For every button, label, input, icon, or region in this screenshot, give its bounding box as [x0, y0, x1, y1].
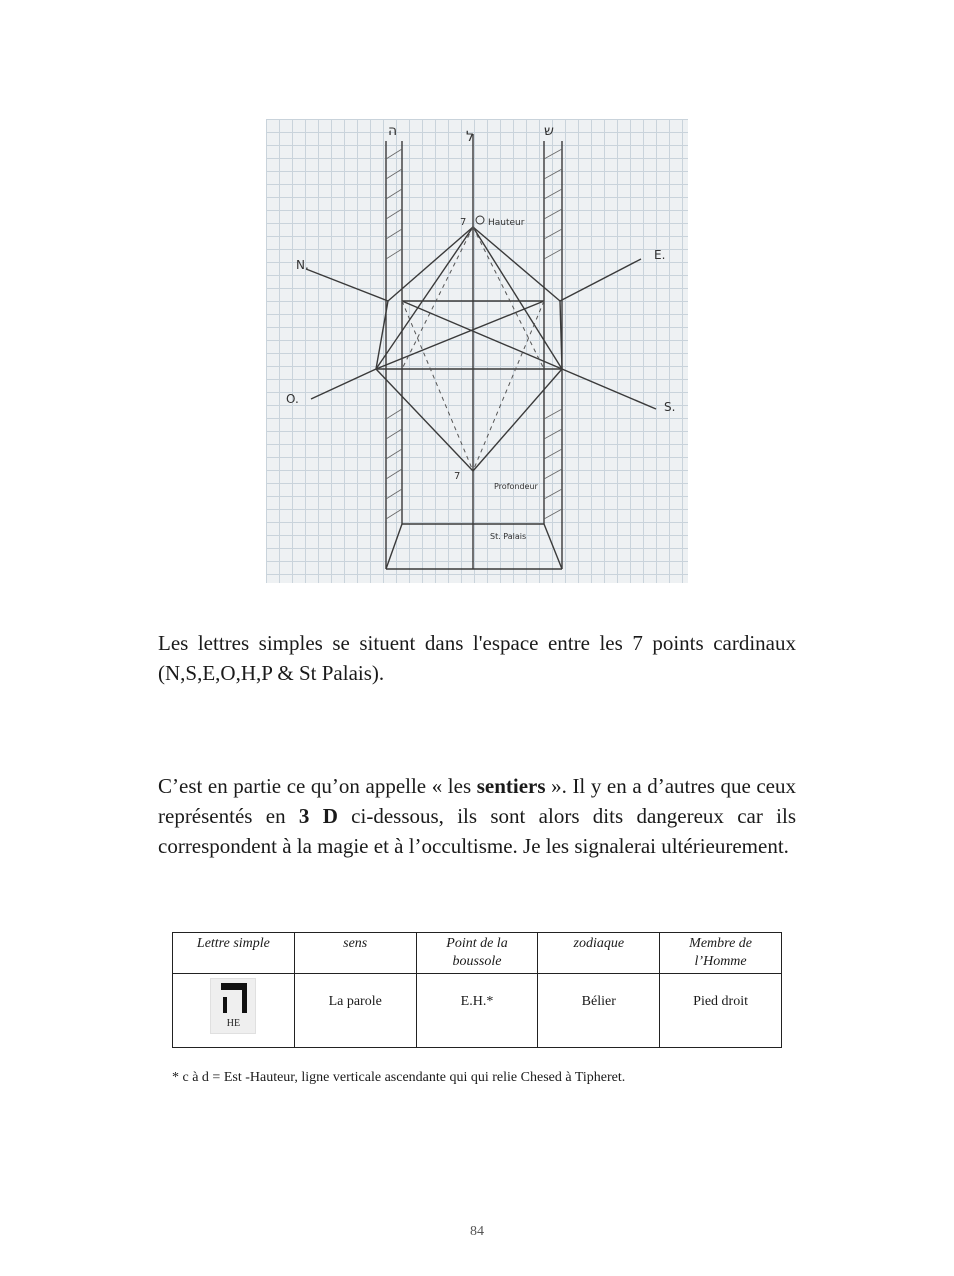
cell-sens: La parole	[294, 974, 416, 1048]
paragraph-paths-bold1: sentiers	[476, 774, 546, 798]
table-row	[173, 974, 782, 1048]
page-number: 84	[470, 1224, 484, 1239]
diagram-drawing	[266, 119, 688, 583]
hebrew-letter-he-image	[210, 978, 256, 1034]
header-compass-point: Point de la boussole	[416, 933, 538, 974]
paragraph-paths	[158, 771, 796, 861]
header-letter: Lettre simple	[173, 933, 295, 974]
table-header-row	[173, 933, 782, 974]
header-body-member: Membre de l’Homme	[660, 933, 782, 974]
diagram-figure	[266, 119, 688, 583]
label-st-palais: St. Palais	[490, 532, 527, 541]
he-label: HE	[226, 1018, 241, 1029]
correspondence-table	[172, 932, 782, 1048]
cell-zodiac: Bélier	[538, 974, 660, 1048]
paragraph-paths-part2: ». Il y en a d’autres que ceux représentés en	[158, 774, 796, 828]
paragraph-paths-bold2: 3 D	[298, 804, 338, 828]
cell-compass-point: E.H.*	[416, 974, 538, 1048]
label-north: N.	[296, 258, 309, 272]
cell-letter	[173, 974, 295, 1048]
label-seven-bottom: 7	[454, 471, 461, 482]
header-sens: sens	[294, 933, 416, 974]
paragraph-simple-letters: Les lettres simples se situent dans l'espace entre les 7 points cardinaux (N,S,E,O,H,P & St Palais).	[158, 631, 796, 685]
footnote: * c à d = Est -Hauteur, ligne verticale ascendante qui qui relie Chesed à Tipheret.	[172, 1070, 626, 1085]
cell-body-member: Pied droit	[660, 974, 782, 1048]
label-hebrew-center: ל	[466, 129, 474, 145]
label-east: E.	[654, 248, 666, 262]
label-seven-top: 7	[460, 217, 467, 228]
paragraph-paths-part1: C’est en partie ce qu’on appelle « les	[158, 774, 477, 798]
label-hebrew-left: ה	[388, 123, 398, 139]
label-height: Hauteur	[488, 218, 525, 228]
label-depth: Profondeur	[494, 482, 538, 491]
label-hebrew-right: ש	[544, 123, 554, 139]
header-zodiac: zodiaque	[538, 933, 660, 974]
label-south: S.	[664, 400, 676, 414]
he-glyph-icon	[211, 979, 255, 1019]
paragraph-paths-part3: ci-dessous, ils sont alors dits dangereux car ils correspondent à la magie et à l’occultisme. Je les signalerai ultérieurement.	[158, 804, 796, 858]
label-west: O.	[286, 392, 299, 406]
